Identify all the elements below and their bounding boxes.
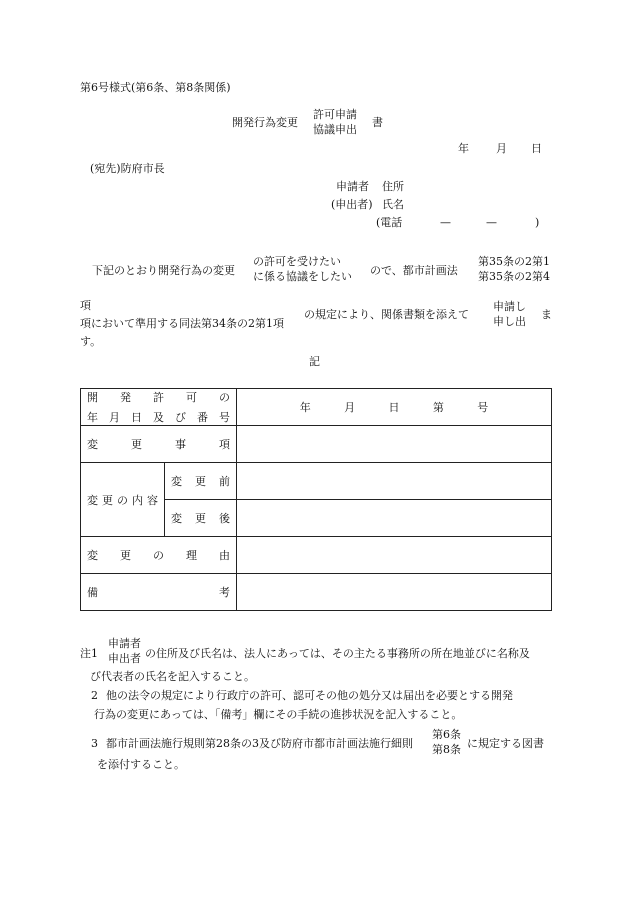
remarks-label: 備 考 (81, 574, 237, 611)
note-3-continuation: を添付すること。 (97, 758, 185, 771)
body-text-4: ま (541, 308, 552, 321)
change-after-value[interactable] (237, 500, 552, 537)
date-month: 月 (496, 142, 507, 155)
body-options-3 (493, 300, 526, 328)
body-options-2 (478, 255, 550, 283)
value-day: 日 (388, 401, 400, 414)
permit-date-number-value[interactable] (237, 389, 552, 426)
phone-dash-2: — (486, 216, 497, 229)
form-number: 第6号様式(第6条、第8条関係) (80, 81, 231, 94)
note-2-text: 他の法令の規定により行政庁の許可、認可その他の処分又は届出を必要とする開発 (106, 689, 513, 702)
value-dai: 第 (432, 401, 444, 414)
body-option-consult: に係る協議をしたい (253, 270, 352, 283)
applicant-label: 申請者 (336, 180, 369, 193)
title-option-consult: 協議申出 (313, 123, 357, 136)
applicant-phone-label: (電話 (376, 216, 403, 229)
change-item-label: 変 更 事 項 (81, 426, 237, 463)
body-option-article-1: 第35条の2第1 (478, 255, 550, 268)
body-options-1 (253, 255, 352, 283)
title-options (313, 108, 357, 136)
permit-date-number-label (81, 389, 237, 426)
table-row (81, 463, 552, 500)
note-1-option-applicant: 申請者 (108, 637, 141, 650)
note-3-text-2: に規定する図書 (467, 737, 544, 750)
change-reason-value[interactable] (237, 537, 552, 574)
table-row (81, 389, 552, 426)
note-1-options (108, 637, 141, 665)
ki-heading: 記 (309, 355, 320, 368)
title-main: 開発行為変更 (232, 116, 298, 129)
applicant-name-label: 氏名 (382, 198, 404, 211)
body-line2-head: 項 (80, 299, 91, 312)
title-option-permit: 許可申請 (313, 108, 357, 121)
note-3-text-1: 都市計画法施行規則第28条の3及び防府市都市計画法施行細則 (106, 737, 413, 750)
change-content-label: 変 更 の 内 容 (81, 463, 165, 537)
note-2-continuation: 行為の変更にあっては、「備考」欄にその手続の進捗状況を記入すること。 (94, 708, 463, 721)
title-suffix: 書 (372, 116, 383, 129)
note-1-continuation: び代表者の氏名を記入すること。 (90, 670, 255, 683)
note-1-text: の住所及び氏名は、法人にあっては、その主たる事務所の所在地並びに名称及 (145, 647, 530, 660)
change-after-label: 変 更 後 (165, 500, 237, 537)
value-month: 月 (344, 401, 356, 414)
phone-close: ) (535, 216, 540, 229)
remarks-value[interactable] (237, 574, 552, 611)
table-row (81, 537, 552, 574)
applicant-address-label: 住所 (382, 180, 404, 193)
addressee: (宛先)防府市長 (90, 162, 165, 175)
change-before-value[interactable] (237, 463, 552, 500)
note-1-prefix: 注1 (80, 647, 98, 660)
note-3-options (432, 728, 461, 756)
note-1-option-submitter: 申出者 (108, 652, 141, 665)
table-row (81, 426, 552, 463)
body-option-apply: 申請し (493, 300, 526, 313)
phone-dash-1: — (440, 216, 451, 229)
body-line3: す。 (80, 335, 102, 348)
body-text-2: ので、都市計画法 (370, 264, 458, 277)
permit-label-top: 開 発 許 可 の (87, 391, 230, 404)
date-day: 日 (531, 142, 542, 155)
body-text-3: の規定により、関係書類を添えて (304, 308, 469, 321)
note-3-number: 3 (91, 737, 98, 750)
body-option-permit: の許可を受けたい (253, 255, 341, 268)
body-option-submit: 申し出 (493, 315, 526, 328)
note-3-option-article-8: 第8条 (432, 743, 461, 756)
date-year: 年 (458, 142, 469, 155)
permit-label-bottom: 年 月 日 及 び 番 号 (87, 411, 230, 424)
note-3-option-article-6: 第6条 (432, 728, 461, 741)
change-reason-label: 変 更 の 理 由 (81, 537, 237, 574)
value-go: 号 (477, 401, 489, 414)
table-row (81, 574, 552, 611)
change-before-label: 変 更 前 (165, 463, 237, 500)
applicant-label-alt: (申出者) (331, 198, 373, 211)
change-item-value[interactable] (237, 426, 552, 463)
body-text-1: 下記のとおり開発行為の変更 (92, 264, 235, 277)
change-details-table (80, 388, 552, 611)
body-option-article-4: 第35条の2第4 (478, 270, 550, 283)
value-year: 年 (299, 401, 311, 414)
note-2-number: 2 (91, 689, 98, 702)
body-line2-text: 項において準用する同法第34条の2第1項 (80, 317, 284, 330)
